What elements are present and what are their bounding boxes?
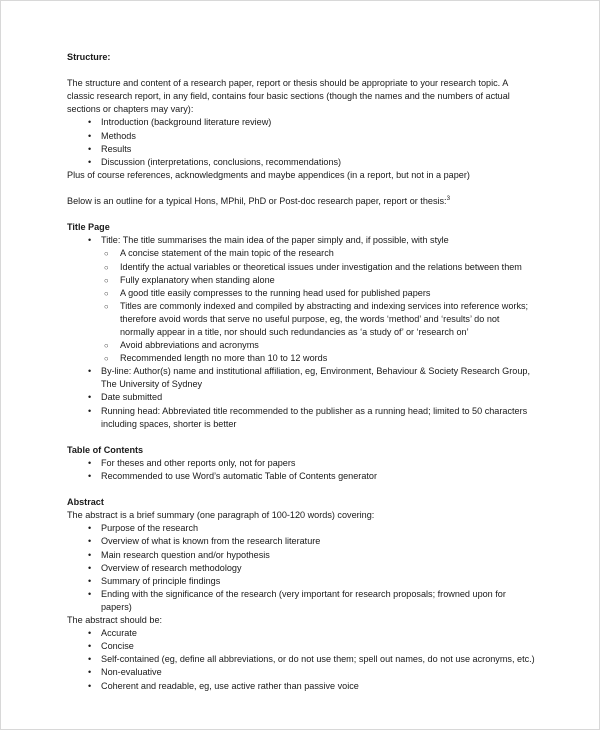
spacer <box>67 483 535 496</box>
list-item <box>67 352 535 365</box>
list-item-label: For theses and other reports only, not for papers <box>101 457 296 468</box>
bullet-icon: • <box>88 143 92 154</box>
list-item-label: Accurate <box>101 628 137 639</box>
list-item <box>67 156 535 169</box>
list-item-label: Discussion (interpretations, conclusions, recommendations) <box>101 156 342 167</box>
table-of-contents-list <box>67 457 535 483</box>
abstract-should-be-paragraph: The abstract should be: <box>67 615 163 626</box>
list-item-label: Recommended to use Word’s automatic Table of Contents generator <box>101 471 377 481</box>
list-item <box>67 627 535 640</box>
hollow-bullet-icon: ○ <box>104 262 109 272</box>
bullet-icon: • <box>88 628 92 639</box>
structure-closing-paragraph: Plus of course references, acknowledgments and maybe appendices (in a report, but not in a paper) <box>67 169 470 180</box>
bullet-icon: • <box>88 471 92 481</box>
list-item <box>67 261 535 274</box>
list-item <box>67 588 535 614</box>
footnote-reference-marker: 3 <box>446 195 451 202</box>
hollow-bullet-icon: ○ <box>104 249 109 259</box>
list-item-label: Main research question and/or hypothesis <box>101 549 270 560</box>
spacer <box>67 64 535 77</box>
list-item <box>67 457 535 470</box>
list-item-label: Running head: Abbreviated title recommended to the publisher as a running head; limited to 50 characters including spaces, shorter is better <box>101 405 528 429</box>
hollow-bullet-icon: ○ <box>104 275 109 285</box>
list-item-label: Titles are commonly indexed and compiled by abstracting and indexing services into reference works; therefore avoid words that serve no useful purpose, eg, the words ‘method’ and ‘results’ do not normally appear in a title, nor should such redundancies as ‘a study of’ or ‘research on’ <box>120 300 529 337</box>
list-item-label: Self-contained (eg, define all abbreviations, or do not use them; spell out names, do not use acronyms, etc.) <box>101 654 535 665</box>
list-item <box>67 130 535 143</box>
bullet-icon: • <box>88 549 92 560</box>
list-item <box>67 234 535 247</box>
abstract-covering-list <box>67 522 535 614</box>
structure-intro-paragraph: The structure and content of a research paper, report or thesis should be appropriate to your research topic. A classic research report, in any field, contains four basic sections (though the names and the numbers of actual sections or chapters may vary): <box>67 78 510 115</box>
list-item <box>67 549 535 562</box>
spacer <box>67 208 535 221</box>
list-item <box>67 522 535 535</box>
list-item-label: Overview of research methodology <box>101 562 242 573</box>
list-item-label: Overview of what is known from the research literature <box>101 536 321 547</box>
hollow-bullet-icon: ○ <box>104 288 109 298</box>
bullet-icon: • <box>88 156 92 167</box>
list-item-label: Ending with the significance of the research (very important for research proposals; frowned upon for papers) <box>101 588 506 612</box>
list-item <box>67 535 535 548</box>
list-item-label: By-line: Author(s) name and institutional affiliation, eg, Environment, Behaviour & Society Research Group, The University of Sydney <box>101 366 530 390</box>
abstract-should-be-list <box>67 627 535 692</box>
hollow-bullet-icon: ○ <box>104 341 109 351</box>
bullet-icon: • <box>88 523 92 534</box>
bullet-icon: • <box>88 588 92 599</box>
list-item-label: Date submitted <box>101 392 163 403</box>
bullet-icon: • <box>88 405 92 416</box>
list-item-label: Fully explanatory when standing alone <box>120 274 275 285</box>
spacer <box>67 431 535 444</box>
document-body <box>67 51 535 693</box>
structure-section-list <box>67 116 535 168</box>
list-item <box>67 287 535 300</box>
outline-note-text: Below is an outline for a typical Hons, MPhil, PhD or Post-doc research paper, report or thesis: <box>67 196 447 207</box>
list-item <box>67 666 535 679</box>
abstract-intro-paragraph: The abstract is a brief summary (one paragraph of 100-120 words) covering: <box>67 510 375 521</box>
spacer <box>67 182 535 195</box>
title-page-sub-list <box>67 247 535 365</box>
list-item-label: Concise <box>101 641 134 652</box>
list-item-label: Non-evaluative <box>101 667 162 678</box>
hollow-bullet-icon: ○ <box>104 354 109 364</box>
outline-note-paragraph <box>67 195 535 208</box>
list-item <box>67 339 535 352</box>
list-item-label: Recommended length no more than 10 to 12 words <box>120 353 328 364</box>
list-item <box>67 143 535 156</box>
list-item <box>67 470 535 483</box>
section-heading-title-page: Title Page <box>67 222 110 233</box>
title-page-list <box>67 234 535 247</box>
list-item <box>67 247 535 260</box>
list-item-label: Title: The title summarises the main idea of the paper simply and, if possible, with style <box>101 235 449 246</box>
hollow-bullet-icon: ○ <box>104 301 109 311</box>
list-item <box>67 405 535 431</box>
list-item-label: Coherent and readable, eg, use active rather than passive voice <box>101 680 359 691</box>
bullet-icon: • <box>88 575 92 586</box>
bullet-icon: • <box>88 130 92 141</box>
list-item-label: Purpose of the research <box>101 523 199 534</box>
list-item <box>67 365 535 391</box>
bullet-icon: • <box>88 536 92 547</box>
list-item <box>67 116 535 129</box>
bullet-icon: • <box>88 392 92 403</box>
section-heading-abstract: Abstract <box>67 497 104 508</box>
list-item-label: Avoid abbreviations and acronyms <box>120 340 259 351</box>
list-item-label: Identify the actual variables or theoretical issues under investigation and the relations between them <box>120 261 522 272</box>
bullet-icon: • <box>88 457 92 468</box>
list-item <box>67 274 535 287</box>
title-page-other-list <box>67 365 535 430</box>
bullet-icon: • <box>88 667 92 678</box>
list-item <box>67 575 535 588</box>
section-heading-structure: Structure: <box>67 52 111 62</box>
bullet-icon: • <box>88 235 92 246</box>
list-item <box>67 653 535 666</box>
bullet-icon: • <box>88 562 92 573</box>
bullet-icon: • <box>88 366 92 377</box>
list-item <box>67 300 535 339</box>
list-item <box>67 391 535 404</box>
list-item-label: Methods <box>101 130 136 141</box>
bullet-icon: • <box>88 117 92 128</box>
list-item <box>67 680 535 693</box>
list-item-label: A concise statement of the main topic of the research <box>120 248 334 259</box>
section-heading-table-of-contents: Table of Contents <box>67 444 144 455</box>
list-item <box>67 640 535 653</box>
list-item-label: Introduction (background literature review) <box>101 117 272 128</box>
list-item-label: Summary of principle findings <box>101 575 221 586</box>
list-item <box>67 562 535 575</box>
list-item-label: A good title easily compresses to the running head used for published papers <box>120 287 431 298</box>
list-item-label: Results <box>101 143 132 154</box>
bullet-icon: • <box>88 654 92 665</box>
bullet-icon: • <box>88 641 92 652</box>
bullet-icon: • <box>88 680 92 691</box>
